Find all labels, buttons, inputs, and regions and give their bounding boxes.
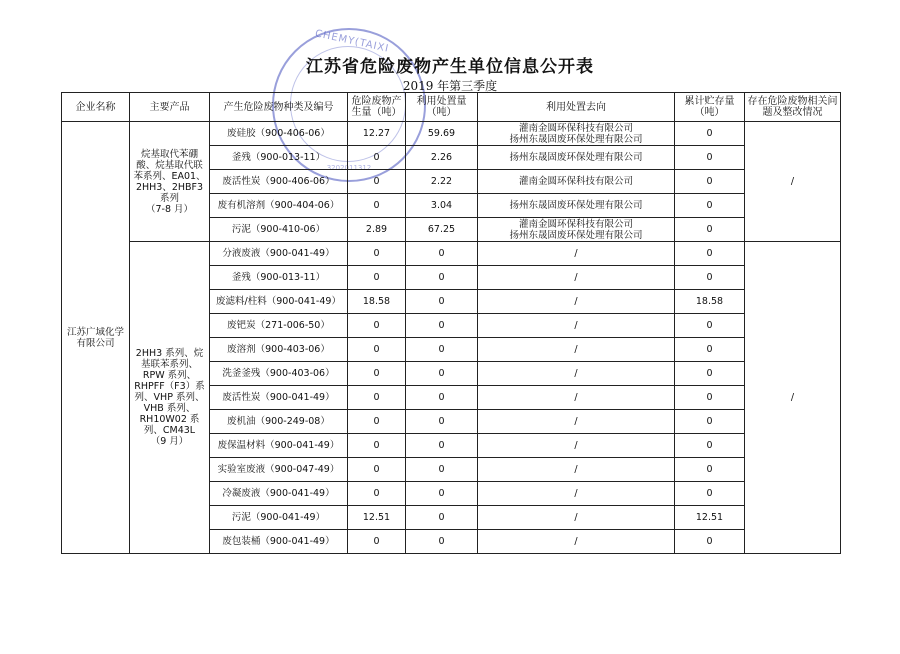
- waste-type-cell: 釜残（900-013-11）: [210, 146, 348, 170]
- generated-cell: 0: [348, 434, 406, 458]
- generated-cell: 0: [348, 170, 406, 194]
- stored-cell: 0: [675, 458, 745, 482]
- waste-type-cell: 废活性炭（900-041-49）: [210, 386, 348, 410]
- generated-cell: 0: [348, 194, 406, 218]
- generated-cell: 0: [348, 386, 406, 410]
- destination-cell: /: [478, 506, 675, 530]
- generated-cell: 12.51: [348, 506, 406, 530]
- waste-type-cell: 废有机溶剂（900-404-06）: [210, 194, 348, 218]
- destination-cell: /: [478, 386, 675, 410]
- destination-cell: /: [478, 434, 675, 458]
- waste-type-cell: 冷凝废液（900-041-49）: [210, 482, 348, 506]
- destination-cell: /: [478, 362, 675, 386]
- header-stored: 累计贮存量（吨）: [675, 93, 745, 122]
- waste-type-cell: 废包装桶（900-041-49）: [210, 530, 348, 554]
- destination-cell: /: [478, 530, 675, 554]
- utilized-cell: 2.22: [406, 170, 478, 194]
- utilized-cell: 0: [406, 242, 478, 266]
- issues-cell: /: [745, 122, 841, 242]
- utilized-cell: 67.25: [406, 218, 478, 242]
- utilized-cell: 59.69: [406, 122, 478, 146]
- header-utilized: 利用处置量（吨）: [406, 93, 478, 122]
- table-row: [62, 122, 841, 146]
- stored-cell: 18.58: [675, 290, 745, 314]
- waste-type-cell: 废保温材料（900-041-49）: [210, 434, 348, 458]
- stored-cell: 0: [675, 482, 745, 506]
- waste-type-cell: 废硅胶（900-406-06）: [210, 122, 348, 146]
- seal-number: 3202011312: [326, 164, 372, 172]
- destination-cell: /: [478, 338, 675, 362]
- stored-cell: 0: [675, 242, 745, 266]
- destination-cell: /: [478, 290, 675, 314]
- waste-type-cell: 废溶剂（900-403-06）: [210, 338, 348, 362]
- stored-cell: 0: [675, 194, 745, 218]
- seal-text: CHEMY(TAIXI: [313, 28, 391, 55]
- utilized-cell: 2.26: [406, 146, 478, 170]
- header-company: 企业名称: [62, 93, 130, 122]
- waste-info-table: [61, 92, 841, 554]
- generated-cell: 0: [348, 482, 406, 506]
- waste-type-cell: 洗釜釜残（900-403-06）: [210, 362, 348, 386]
- header-issues: 存在危险废物相关问题及整改情况: [745, 93, 841, 122]
- utilized-cell: 0: [406, 362, 478, 386]
- company-name: 江苏广域化学有限公司: [62, 122, 130, 554]
- header-generated: 危险废物产生量（吨）: [348, 93, 406, 122]
- stored-cell: 0: [675, 338, 745, 362]
- utilized-cell: 0: [406, 410, 478, 434]
- destination-cell: /: [478, 266, 675, 290]
- utilized-cell: 0: [406, 314, 478, 338]
- waste-type-cell: 废活性炭（900-406-06）: [210, 170, 348, 194]
- destination-cell: 扬州东晟固废环保处理有限公司: [478, 194, 675, 218]
- page-subtitle: 2019 年第三季度: [402, 79, 498, 93]
- stored-cell: 0: [675, 266, 745, 290]
- destination-cell: /: [478, 314, 675, 338]
- issues-cell: /: [745, 242, 841, 554]
- generated-cell: 0: [348, 458, 406, 482]
- page-title: 江苏省危险废物产生单位信息公开表: [306, 57, 594, 77]
- header-waste-type: 产生危险废物种类及编号: [210, 93, 348, 122]
- destination-cell: /: [478, 482, 675, 506]
- stored-cell: 12.51: [675, 506, 745, 530]
- generated-cell: 0: [348, 146, 406, 170]
- utilized-cell: 0: [406, 482, 478, 506]
- stored-cell: 0: [675, 530, 745, 554]
- generated-cell: 0: [348, 314, 406, 338]
- stored-cell: 0: [675, 146, 745, 170]
- stored-cell: 0: [675, 170, 745, 194]
- waste-type-cell: 分液废液（900-041-49）: [210, 242, 348, 266]
- stored-cell: 0: [675, 362, 745, 386]
- utilized-cell: 0: [406, 266, 478, 290]
- destination-cell: 扬州东晟固废环保处理有限公司: [478, 146, 675, 170]
- stored-cell: 0: [675, 434, 745, 458]
- header-product: 主要产品: [130, 93, 210, 122]
- waste-type-cell: 废机油（900-249-08）: [210, 410, 348, 434]
- waste-type-cell: 污泥（900-410-06）: [210, 218, 348, 242]
- generated-cell: 0: [348, 362, 406, 386]
- utilized-cell: 0: [406, 506, 478, 530]
- utilized-cell: 3.04: [406, 194, 478, 218]
- generated-cell: 0: [348, 242, 406, 266]
- waste-type-cell: 釜残（900-013-11）: [210, 266, 348, 290]
- waste-type-cell: 废滤料/柱料（900-041-49）: [210, 290, 348, 314]
- generated-cell: 0: [348, 410, 406, 434]
- utilized-cell: 0: [406, 458, 478, 482]
- table-row: [62, 242, 841, 266]
- utilized-cell: 0: [406, 338, 478, 362]
- destination-cell: 灌南金圆环保科技有限公司 扬州东晟固废环保处理有限公司: [478, 122, 675, 146]
- header-destination: 利用处置去向: [478, 93, 675, 122]
- utilized-cell: 0: [406, 530, 478, 554]
- utilized-cell: 0: [406, 434, 478, 458]
- product-cell: 烷基取代苯硼酸、烷基取代联苯系列、EA01、2HH3、2HBF3 系列 （7-8 月）: [130, 122, 210, 242]
- stored-cell: 0: [675, 386, 745, 410]
- header-row: [62, 93, 841, 122]
- generated-cell: 0: [348, 530, 406, 554]
- destination-cell: 灌南金圆环保科技有限公司: [478, 170, 675, 194]
- generated-cell: 0: [348, 266, 406, 290]
- destination-cell: /: [478, 458, 675, 482]
- stored-cell: 0: [675, 122, 745, 146]
- utilized-cell: 0: [406, 290, 478, 314]
- stored-cell: 0: [675, 410, 745, 434]
- destination-cell: /: [478, 410, 675, 434]
- generated-cell: 0: [348, 338, 406, 362]
- generated-cell: 2.89: [348, 218, 406, 242]
- stored-cell: 0: [675, 218, 745, 242]
- stored-cell: 0: [675, 314, 745, 338]
- generated-cell: 18.58: [348, 290, 406, 314]
- destination-cell: 灌南金圆环保科技有限公司 扬州东晟固废环保处理有限公司: [478, 218, 675, 242]
- destination-cell: /: [478, 242, 675, 266]
- generated-cell: 12.27: [348, 122, 406, 146]
- waste-type-cell: 污泥（900-041-49）: [210, 506, 348, 530]
- waste-type-cell: 废钯炭（271-006-50）: [210, 314, 348, 338]
- waste-type-cell: 实验室废液（900-047-49）: [210, 458, 348, 482]
- product-cell: 2HH3 系列、烷基联苯系列、RPW 系列、RHPFF（F3）系列、VHP 系列、VHB 系列、RH10W02 系列、CM43L （9 月）: [130, 242, 210, 554]
- utilized-cell: 0: [406, 386, 478, 410]
